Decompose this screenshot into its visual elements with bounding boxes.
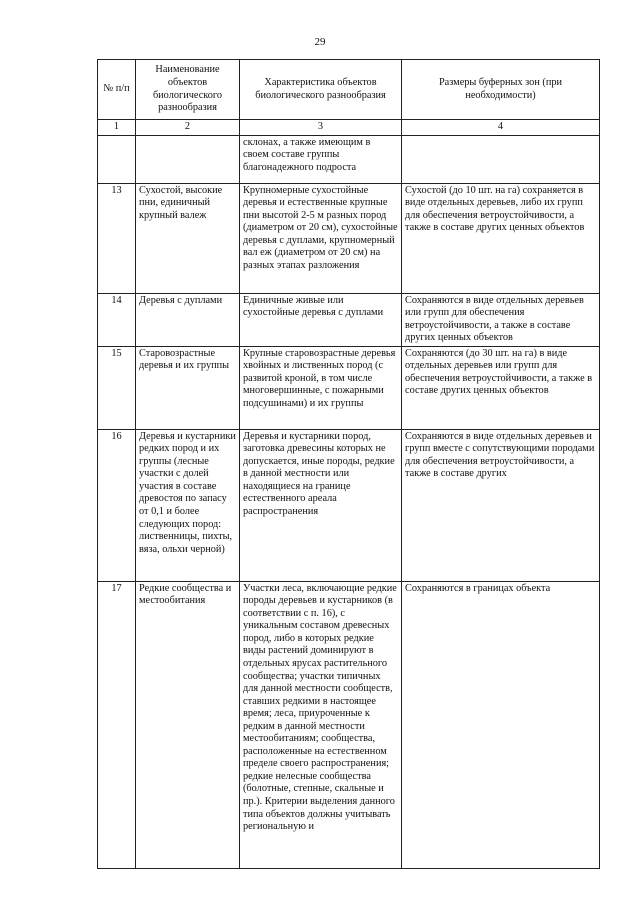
table-row [98, 429, 600, 581]
object-description: склонах, а также имеющим в своем составе группы благонадежного подроста [240, 135, 402, 183]
buffer-zone: Сохраняются (до 30 шт. на га) в виде отдельных деревьев или групп для обеспечения ветроустойчивости, а также в составе других ценных объектов [402, 346, 600, 429]
buffer-zone: Сухостой (до 10 шт. на га) сохраняется в виде отдельных деревьев, либо их групп для обеспечения ветроустойчивости, а также в составе других ценных объектов [402, 183, 600, 293]
row-number: 17 [98, 581, 136, 868]
object-name: Сухостой, высокие пни, единичный крупный валеж [136, 183, 240, 293]
object-name: Редкие сообщества и местообитания [136, 581, 240, 868]
table-row [98, 183, 600, 293]
row-number: 16 [98, 429, 136, 581]
buffer-zone: Сохраняются в виде отдельных деревьев и групп вместе с сопутствующими породами для обеспечения ветроустойчивости, а также в составе других [402, 429, 600, 581]
biodiversity-table [97, 59, 600, 869]
object-name [136, 135, 240, 183]
column-number: 4 [402, 120, 600, 136]
row-number [98, 135, 136, 183]
table-row [98, 293, 600, 346]
object-name: Деревья и кустарники редких пород и их группы (лесные участки с долей участия в составе древостоя по запасу от 0,1 и более следующих пород: лиственницы, пихты, вяза, ольхи черной) [136, 429, 240, 581]
table-row [98, 346, 600, 429]
header-row [98, 60, 600, 120]
row-number: 13 [98, 183, 136, 293]
row-number: 14 [98, 293, 136, 346]
row-number: 15 [98, 346, 136, 429]
buffer-zone: Сохраняются в границах объекта [402, 581, 600, 868]
buffer-zone: Сохраняются в виде отдельных деревьев или групп для обеспечения ветроустойчивости, а также в составе других ценных объектов [402, 293, 600, 346]
header-object-name: Наименование объектов биологического разнообразия [136, 60, 240, 120]
column-number-row [98, 120, 600, 136]
column-number: 2 [136, 120, 240, 136]
table-row [98, 135, 600, 183]
header-buffer-zones: Размеры буферных зон (при необходимости) [402, 60, 600, 120]
object-name: Деревья с дуплами [136, 293, 240, 346]
object-description: Единичные живые или сухостойные деревья с дуплами [240, 293, 402, 346]
column-number: 3 [240, 120, 402, 136]
buffer-zone [402, 135, 600, 183]
header-characteristics: Характеристика объектов биологического разнообразия [240, 60, 402, 120]
object-name: Старовозрастные деревья и их группы [136, 346, 240, 429]
column-number: 1 [98, 120, 136, 136]
object-description: Деревья и кустарники пород, заготовка древесины которых не допускается, иные породы, редкие в данной местности или находящиеся на границе естественного ареала распространения [240, 429, 402, 581]
page-number: 29 [314, 36, 326, 48]
header-number: № п/п [98, 60, 136, 120]
object-description: Крупные старовозрастные деревья хвойных и лиственных пород (с развитой кроной, в том числе многовершинные, с пожарными подсушинами) и их группы [240, 346, 402, 429]
table-row [98, 581, 600, 868]
object-description: Крупномерные сухостойные деревья и естественные крупные пни высотой 2-5 м разных пород (диаметром от 20 см), сухостойные деревья с дуплами, крупномерный вал еж (диаметром от 20 см) на разных этапах разложения [240, 183, 402, 293]
object-description: Участки леса, включающие редкие породы деревьев и кустарников (в соответствии с п. 16), с уникальным составом древесных пород, либо в которых редкие виды растений доминируют в отдельных ярусах растительного сообщества; участки типичных для данной местности сообществ, ставших редкими в настоящее время; леса, приуроченные к редким в данной местности местообитаниям; сообщества, расположенные на естественном пределе своего распространения; редкие нелесные сообщества (болотные, степные, скальные и пр.). Критерии выделения данного типа объектов должны учитывать региональную и [240, 581, 402, 868]
